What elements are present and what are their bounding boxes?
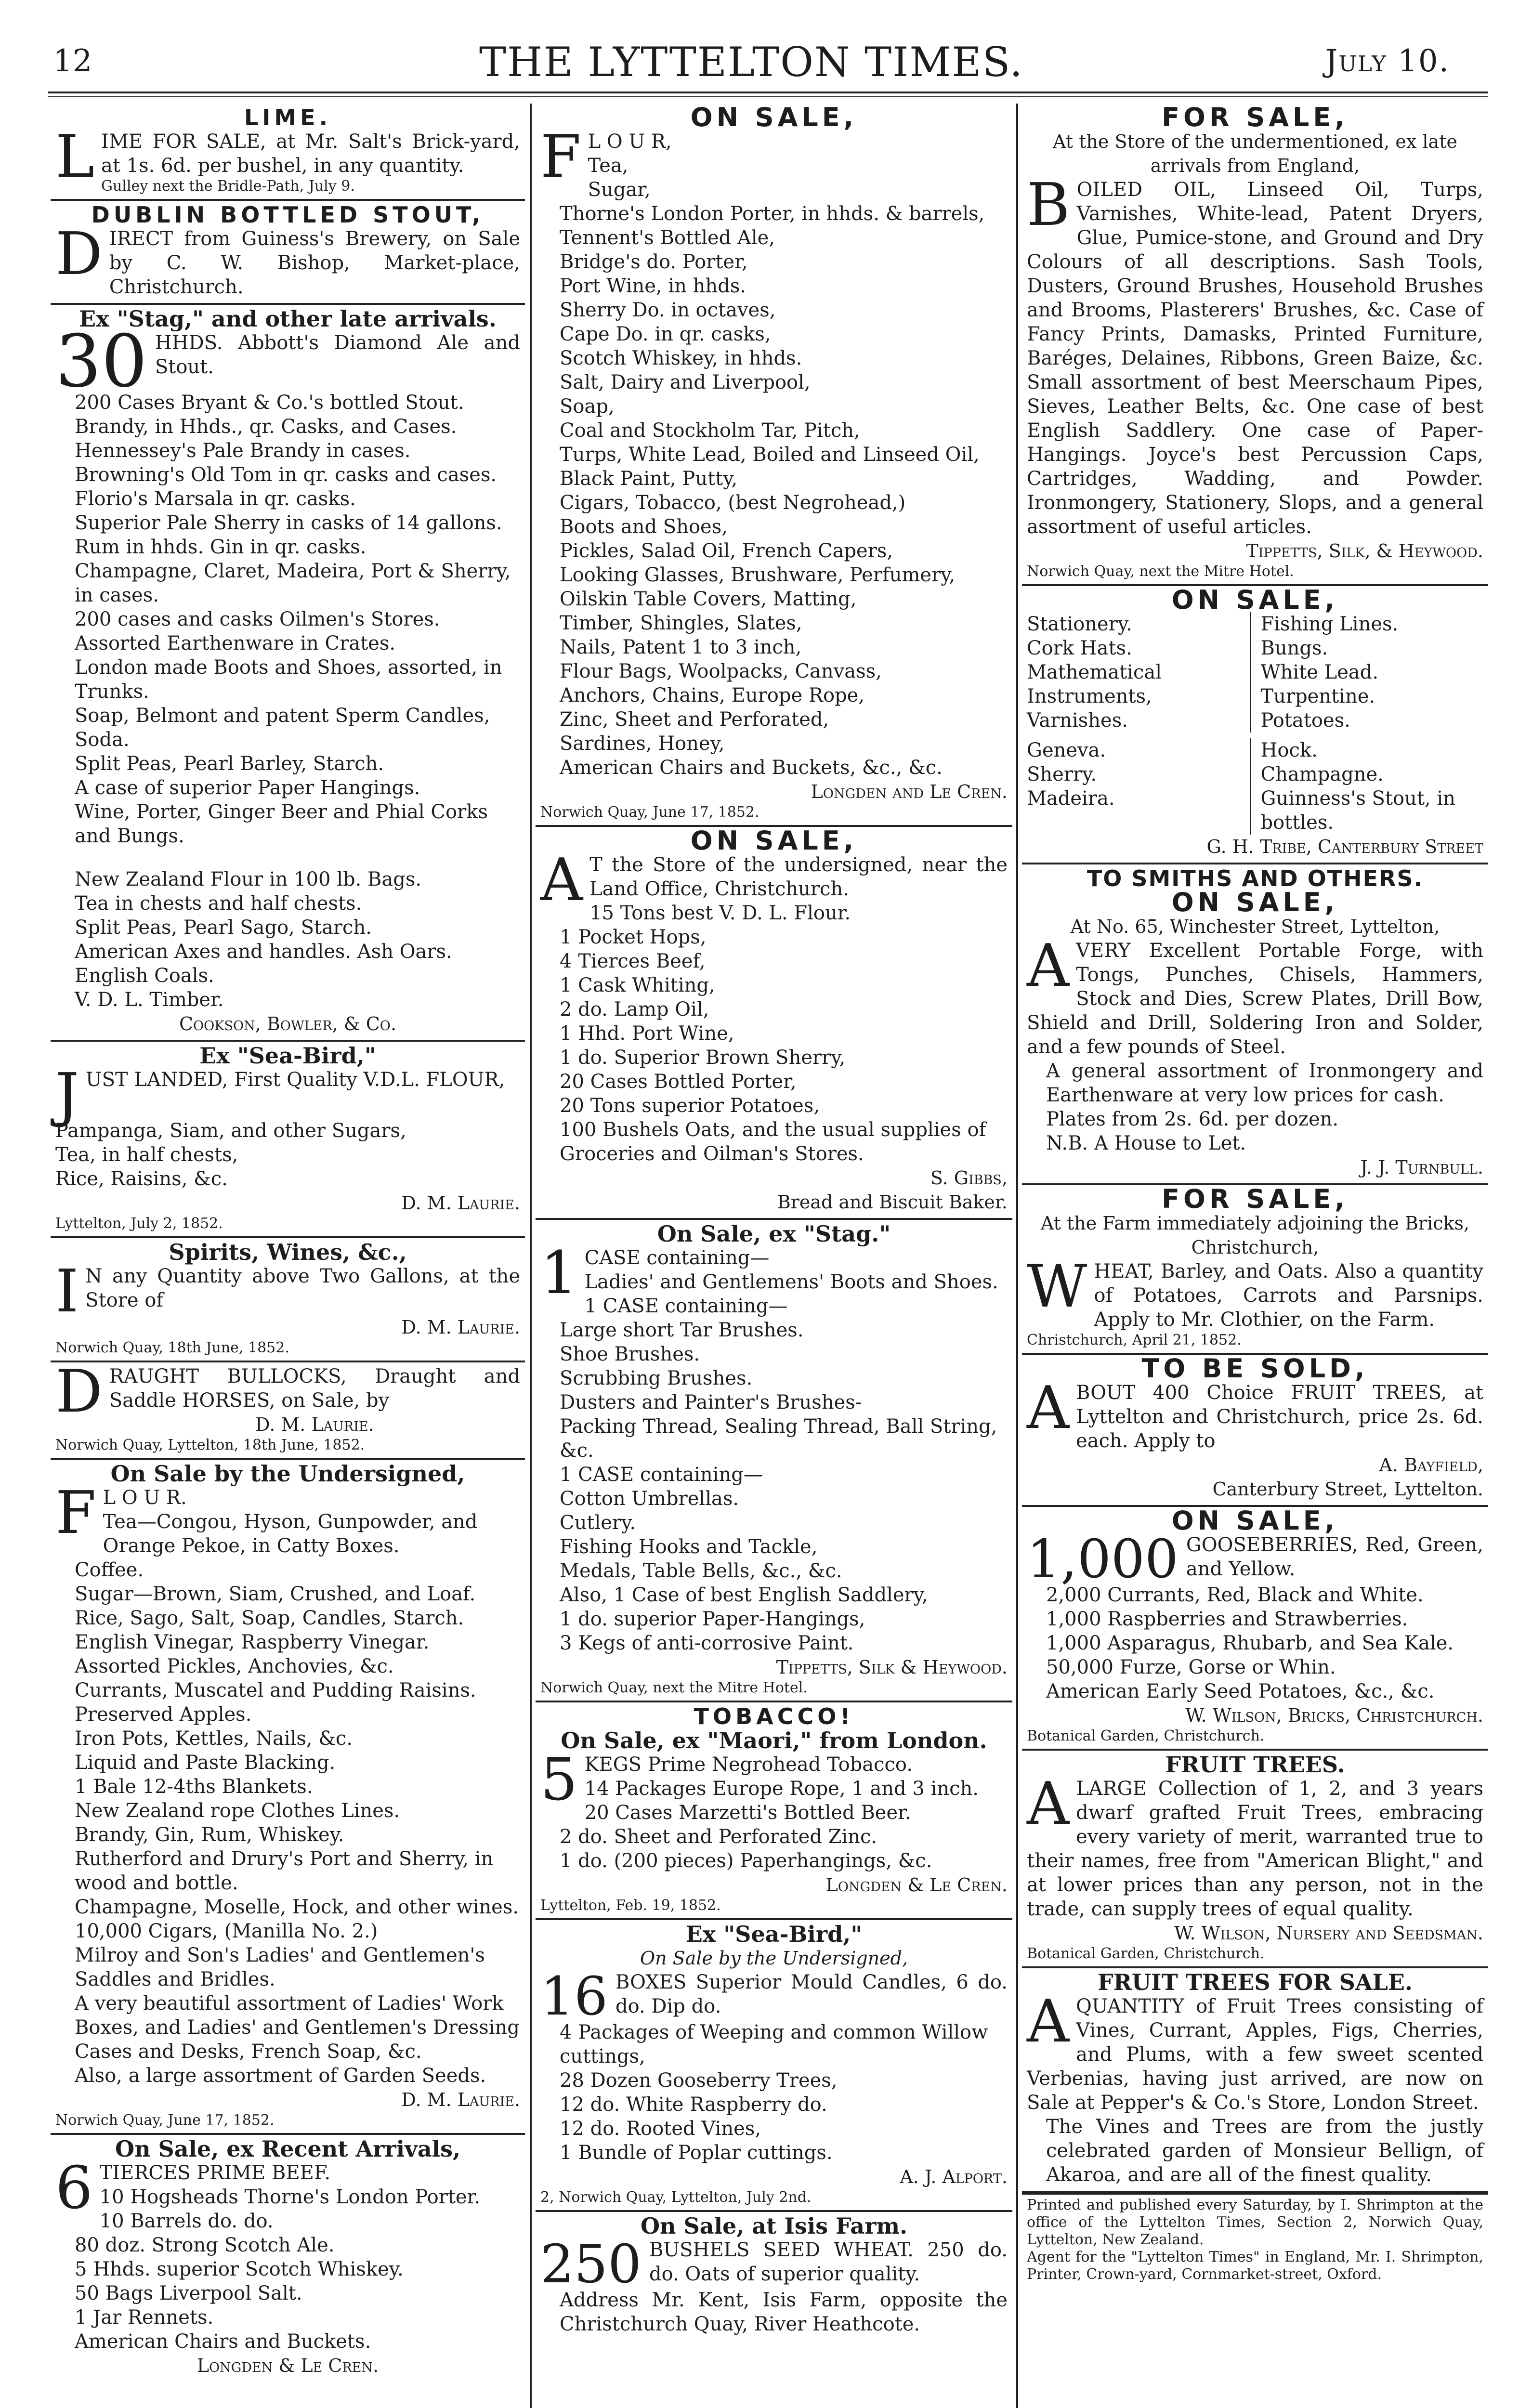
item-list — [540, 2020, 1008, 2165]
list-item: 10,000 Cigars, (Manilla No. 2.) — [75, 1920, 378, 1942]
header-rule — [48, 92, 1488, 93]
list-item: Coffee. — [75, 1559, 144, 1581]
advert-first-line: L O U R. — [103, 1487, 187, 1509]
list-item: 1 CASE containing— — [560, 1464, 763, 1486]
list-item: Boots and Shoes, — [560, 516, 728, 538]
wheat-advert — [1022, 1185, 1488, 1355]
list-item: 2 do. Sheet and Perforated Zinc. — [560, 1826, 877, 1848]
list-item: V. D. L. Timber. — [75, 989, 224, 1011]
list-item: London made Boots and Shoes, assorted, in Trunks. — [75, 656, 502, 703]
advert-heading: ON SALE, — [1171, 585, 1339, 615]
advert-text: N.B. A House to Let. — [1046, 1132, 1246, 1154]
item-list — [55, 2185, 520, 2354]
list-item: New Zealand Flour in 100 lb. Bags. — [75, 868, 422, 890]
advert-heading: On Sale, at Isis Farm. — [640, 2213, 908, 2239]
fruit-trees-sale-advert — [1022, 1968, 1488, 2193]
advert-location: Lyttelton, Feb. 19, 1852. — [540, 1897, 721, 1914]
list-item: 2 do. Lamp Oil, — [560, 998, 709, 1021]
advert-location: Norwich Quay, June 17, 1852. — [55, 2112, 275, 2129]
list-item: Soap, — [560, 395, 615, 418]
list-item: Thorne's London Porter, in hhds. & barrels, — [560, 203, 985, 225]
advert-signature: Longden & Le Cren. — [825, 1874, 1008, 1896]
list-item: Cork Hats. — [1027, 637, 1132, 659]
list-item: 15 Tons best V. D. L. Flour. — [589, 902, 851, 924]
gibbs-advert — [536, 827, 1012, 1220]
advert-heading: TO BE SOLD, — [1141, 1353, 1369, 1384]
goods-column-left — [1027, 738, 1250, 835]
advert-signature: A. J. Alport. — [900, 2166, 1008, 2187]
fruit-trees-advert — [1022, 1751, 1488, 1968]
list-item: English Vinegar, Raspberry Vinegar. — [75, 1631, 430, 1653]
advert-subheading: At the Farm immediately adjoining the Bricks, Christchurch, — [1040, 1213, 1470, 1258]
goods-column-right — [1250, 738, 1484, 835]
advert-text: IRECT from Guiness's Brewery, on Sale by C. W. Bishop, Market-place, Christchurch. — [109, 228, 520, 298]
item-list — [1027, 1583, 1483, 1703]
list-item: Rice, Sago, Salt, Soap, Candles, Starch. — [75, 1607, 464, 1629]
list-item: 1,000 Asparagus, Rhubarb, and Sea Kale. — [1046, 1632, 1454, 1654]
advert-signature-line: Canterbury Street, Lyttelton. — [1212, 1479, 1483, 1500]
list-item: Pampanga, Siam, and other Sugars, — [55, 1120, 406, 1142]
goods-grid — [1027, 612, 1483, 733]
list-item: Also, a large assortment of Garden Seeds. — [75, 2065, 486, 2087]
drop-number: 16 — [540, 1965, 608, 2027]
advert-location: Norwich Quay, 18th June, 1852. — [55, 1339, 289, 1356]
list-item: Ladies' and Gentlemens' Boots and Shoes. — [584, 1271, 998, 1293]
list-item: Fishing Hooks and Tackle, — [560, 1536, 818, 1558]
advert-heading: ON SALE, — [1171, 1505, 1339, 1536]
item-list — [540, 154, 1008, 780]
advert-subheading: On Sale by the Undersigned, — [640, 1948, 908, 1969]
advert-text: RAUGHT BULLOCKS, Draught and Saddle HORSES, on Sale, by — [109, 1365, 520, 1412]
list-item: Liquid and Paste Blacking. — [75, 1752, 336, 1774]
list-item: Port Wine, in hhds. — [560, 275, 746, 297]
drop-cap: I — [55, 1257, 79, 1325]
list-item: Iron Pots, Kettles, Nails, &c. — [75, 1727, 353, 1750]
advert-heading: Spirits, Wines, &c., — [169, 1239, 407, 1265]
list-item: Timber, Shingles, Slates, — [560, 612, 802, 634]
drop-cap: A — [540, 846, 583, 914]
advert-text: HEAT, Barley, and Oats. Also a quantity of Potatoes, Carrots and Parsnips. Apply to Mr. Clothier, on the Farm. — [1094, 1260, 1483, 1331]
list-item: Rice, Raisins, &c. — [55, 1168, 228, 1190]
advert-text: BOUT 400 Choice FRUIT TREES, at Lyttelton and Christchurch, price 2s. 6d. each. Apply to — [1076, 1382, 1483, 1452]
list-item: English Coals. — [75, 965, 214, 987]
list-item: Mathematical Instruments, — [1027, 661, 1162, 707]
advert-location: Christchurch, April 21, 1852. — [1027, 1332, 1242, 1348]
list-item: 28 Dozen Gooseberry Trees, — [560, 2069, 838, 2092]
list-item: Madeira. — [1027, 787, 1115, 810]
list-item: Anchors, Chains, Europe Rope, — [560, 684, 865, 707]
list-item: Cigars, Tobacco, (best Negrohead,) — [560, 492, 906, 514]
advert-location: Norwich Quay, Lyttelton, 18th June, 1852. — [55, 1437, 365, 1453]
advert-location: Norwich Quay, next the Mitre Hotel. — [540, 1679, 808, 1696]
list-item: Sherry. — [1027, 763, 1097, 785]
advert-signature: A. Bayfield, — [1379, 1454, 1483, 1476]
advert-first-line: GOOSEBERRIES, Red, Green, and Yellow. — [1186, 1534, 1483, 1580]
list-item: 20 Tons superior Potatoes, — [560, 1095, 820, 1117]
list-item: Tea in chests and half chests. — [75, 892, 362, 915]
list-item: 5 Hhds. superior Scotch Whiskey. — [75, 2258, 404, 2280]
list-item: Superior Pale Sherry in casks of 14 gallons. — [75, 512, 502, 534]
list-item: 10 Barrels do. do. — [99, 2210, 274, 2232]
list-item: 1 Pocket Hops, — [560, 926, 707, 948]
list-item: 1,000 Raspberries and Strawberries. — [1046, 1608, 1408, 1630]
advert-subheading: On Sale, ex "Maori," from London. — [561, 1727, 987, 1754]
advert-heading: ON SALE, — [690, 825, 858, 856]
list-item: 1 Bundle of Poplar cuttings. — [560, 2142, 833, 2164]
advert-signature: W. Wilson, Bricks, Christchurch. — [1185, 1705, 1483, 1726]
column-divider — [530, 104, 532, 2408]
list-item: A case of superior Paper Hangings. — [75, 777, 420, 799]
list-item: Champagne. — [1260, 763, 1384, 785]
drop-number: 5 — [540, 1745, 578, 1814]
tribe-advert — [1022, 586, 1488, 864]
drop-cap: D — [55, 1357, 103, 1426]
advert-signature: S. Gibbs, — [930, 1167, 1008, 1189]
list-item: 100 Bushels Oats, and the usual supplies of Groceries and Oilman's Stores. — [560, 1119, 986, 1165]
column-2 — [536, 104, 1012, 2408]
advert-subheading: At the Store of the undermentioned, ex late arrivals from England, — [1053, 131, 1457, 176]
bayfield-advert — [1022, 1355, 1488, 1507]
undersigned-advert — [51, 1460, 525, 2135]
list-item: Medals, Table Bells, &c., &c. — [560, 1560, 842, 1582]
item-list — [540, 1777, 1008, 1873]
gooseberries-advert — [1022, 1507, 1488, 1751]
drop-cap: L — [55, 122, 95, 191]
drop-number: 1,000 — [1027, 1528, 1178, 1590]
advert-preheading: TO SMITHS AND OTHERS. — [1087, 865, 1424, 891]
list-item: Sugar, — [588, 179, 651, 201]
page-header — [53, 39, 1450, 92]
list-item: Dusters and Painter's Brushes- — [560, 1391, 862, 1413]
stag-sale-advert — [536, 1220, 1012, 1702]
column-1 — [51, 104, 525, 2408]
list-item: 14 Packages Europe Rope, 1 and 3 inch. — [584, 1778, 979, 1800]
advert-signature: G. H. Tribe, Canterbury Street — [1206, 836, 1483, 857]
list-item: American Axes and handles. Ash Oars. — [75, 941, 452, 963]
advert-text: Plates from 2s. 6d. per dozen. — [1046, 1108, 1339, 1130]
advert-signature-line: Bread and Biscuit Baker. — [777, 1191, 1008, 1213]
list-item: Scrubbing Brushes. — [560, 1367, 753, 1389]
list-item: New Zealand rope Clothes Lines. — [75, 1800, 400, 1822]
list-item: Currants, Muscatel and Pudding Raisins. — [75, 1679, 476, 1701]
drop-number: 250 — [540, 2233, 642, 2295]
drop-cap: D — [55, 220, 103, 288]
list-item: Tea, — [588, 155, 629, 177]
column-divider — [1016, 104, 1018, 2408]
list-item: 1 CASE containing— — [584, 1295, 788, 1317]
list-item: American Chairs and Buckets. — [75, 2330, 371, 2353]
advert-signature: D. M. Laurie. — [401, 1192, 520, 1214]
list-item: 200 cases and casks Oilmen's Stores. — [75, 608, 440, 630]
drop-cap: A — [1027, 1769, 1070, 1838]
list-item: Florio's Marsala in qr. casks. — [75, 488, 356, 510]
advert-location: Botanical Garden, Christchurch. — [1027, 1945, 1265, 1962]
item-list — [55, 391, 520, 1012]
advert-heading: FRUIT TREES FOR SALE. — [1098, 1969, 1413, 1995]
list-item: Cotton Umbrellas. — [560, 1488, 739, 1510]
column-3 — [1022, 104, 1488, 2408]
list-item: 1 Jar Rennets. — [75, 2306, 214, 2329]
flour-advert — [536, 104, 1012, 827]
list-item: Flour Bags, Woolpacks, Canvass, — [560, 660, 882, 682]
drop-cap: W — [1027, 1252, 1087, 1321]
advert-text: A general assortment of Ironmongery and Earthenware at very low prices for cash. — [1046, 1060, 1483, 1106]
advert-text: N any Quantity above Two Gallons, at the Store of — [85, 1265, 520, 1311]
advert-first-line: KEGS Prime Negrohead Tobacco. — [584, 1754, 913, 1776]
drop-cap: F — [540, 122, 581, 191]
drop-cap: J — [55, 1060, 79, 1129]
list-item: Tennent's Bottled Ale, — [560, 227, 775, 249]
advert-text: Address Mr. Kent, Isis Farm, opposite the Christchurch Quay, River Heathcote. — [560, 2289, 1008, 2335]
drop-cap: A — [1027, 1374, 1070, 1442]
list-item: 3 Kegs of anti-corrosive Paint. — [560, 1632, 854, 1654]
advert-heading: ON SALE, — [1171, 887, 1339, 917]
smiths-advert — [1022, 864, 1488, 1185]
drop-cap: A — [1027, 931, 1070, 1000]
advert-subheading: At No. 65, Winchester Street, Lyttelton, — [1070, 916, 1440, 937]
list-item: Packing Thread, Sealing Thread, Ball String, &c. — [560, 1415, 997, 1462]
stag-advert — [51, 305, 525, 1042]
imprint — [1022, 2193, 1488, 2287]
advert-heading: Ex "Stag," and other late arrivals. — [79, 306, 497, 332]
issue-date: July 10. — [1325, 43, 1450, 79]
list-item: Assorted Earthenware in Crates. — [75, 632, 396, 654]
list-item: 12 do. Rooted Vines, — [560, 2118, 761, 2140]
list-item: American Early Seed Potatoes, &c., &c. — [1046, 1680, 1435, 1702]
drop-number: 6 — [55, 2154, 93, 2222]
advert-heading: LIME. — [244, 105, 332, 131]
list-item: Tea, in half chests, — [55, 1144, 238, 1166]
list-item: Soap, Belmont and patent Sperm Candles, Soda. — [75, 705, 490, 751]
advert-location: Norwich Quay, next the Mitre Hotel. — [1027, 563, 1294, 580]
list-item: Bungs. — [1260, 637, 1328, 659]
header-rule-thin — [48, 96, 1488, 97]
list-item: Hennessey's Pale Brandy in cases. — [75, 440, 411, 462]
list-item: Turps, White Lead, Boiled and Linseed Oil, — [560, 444, 980, 466]
list-item: Sherry Do. in octaves, — [560, 299, 776, 321]
list-item: Assorted Pickles, Anchovies, &c. — [75, 1655, 394, 1677]
goods-column-right — [1250, 612, 1484, 733]
list-item: 1 do. superior Paper-Hangings, — [560, 1608, 865, 1630]
boiled-oil-advert — [1022, 104, 1488, 586]
list-item: 10 Hogsheads Thorne's London Porter. — [99, 2186, 481, 2208]
list-item: 4 Tierces Beef, — [560, 950, 706, 972]
list-item: 4 Packages of Weeping and common Willow cuttings, — [560, 2021, 988, 2068]
imprint-text: Agent for the "Lyttelton Times" in England, Mr. I. Shrimpton, Printer, Crown-yard, Cornmarket-street, Oxford. — [1027, 2249, 1483, 2283]
list-item: 20 Cases Bottled Porter, — [560, 1071, 797, 1093]
advert-text: IME FOR SALE, at Mr. Salt's Brick-yard, at 1s. 6d. per bushel, in any quantity. — [101, 131, 520, 177]
list-item: Cape Do. in qr. casks, — [560, 323, 771, 345]
advert-text: QUANTITY of Fruit Trees consisting of Vines, Currant, Apples, Figs, Cherries, and Plums, with a few sweet scented Verbenias, having just arrived, are now on Sale at Pepper's & Co.'s Store, London Street. — [1027, 1995, 1483, 2114]
item-list — [540, 901, 1008, 1166]
list-item: Rutherford and Drury's Port and Sherry, in wood and bottle. — [75, 1848, 494, 1894]
lime-advert — [51, 104, 525, 201]
goods-column-left — [1027, 612, 1250, 733]
advert-location: Norwich Quay, June 17, 1852. — [540, 804, 759, 821]
advert-signature: J. J. Turnbull. — [1360, 1157, 1483, 1178]
advert-signature: Tippetts, Silk & Heywood. — [776, 1657, 1008, 1678]
list-item: Champagne, Claret, Madeira, Port & Sherry, in cases. — [75, 560, 511, 606]
list-item: 1 Cask Whiting, — [560, 974, 715, 996]
advert-first-line: BOXES Superior Mould Candles, 6 do. do. Dip do. — [615, 1971, 1008, 2017]
advert-heading: FOR SALE, — [1162, 104, 1349, 132]
advert-heading: FRUIT TREES. — [1165, 1752, 1345, 1778]
advert-heading: On Sale by the Undersigned, — [110, 1461, 465, 1487]
list-item: Potatoes. — [1260, 709, 1350, 732]
advert-signature: D. M. Laurie. — [255, 1414, 374, 1435]
list-item: Oilskin Table Covers, Matting, — [560, 588, 857, 610]
list-item: Wine, Porter, Ginger Beer and Phial Corks and Bungs. — [75, 801, 488, 847]
advert-signature: W. Wilson, Nursery and Seedsman. — [1174, 1923, 1483, 1944]
advert-location: Lyttelton, July 2, 1852. — [55, 1215, 223, 1232]
list-item: A very beautiful assortment of Ladies' Work Boxes, and Ladies' and Gentlemen's Dressing Cases and Desks, French Soap, &c. — [75, 1992, 520, 2063]
list-item: 12 do. White Raspberry do. — [560, 2094, 827, 2116]
list-item: 1 do. (200 pieces) Paperhangings, &c. — [560, 1850, 932, 1872]
advert-heading: DUBLIN BOTTLED STOUT, — [91, 202, 484, 228]
list-item: 50,000 Furze, Gorse or Whin. — [1046, 1656, 1336, 1678]
list-item: Tea—Congou, Hyson, Gunpowder, and Orange Pekoe, in Catty Boxes. — [103, 1511, 478, 1557]
list-item: 20 Cases Marzetti's Bottled Beer. — [584, 1802, 911, 1824]
list-item: Guinness's Stout, in bottles. — [1260, 787, 1455, 834]
drop-cap: F — [55, 1479, 96, 1547]
list-item: 1 do. Superior Brown Sherry, — [560, 1047, 846, 1069]
list-item: Cutlery. — [560, 1512, 636, 1534]
advert-heading: FOR SALE, — [1162, 1184, 1349, 1214]
list-item: Black Paint, Putty, — [560, 468, 738, 490]
advert-signature: Longden and Le Cren. — [811, 781, 1008, 802]
drop-cap: A — [1027, 1987, 1070, 2055]
advert-first-line: CASE containing— — [584, 1247, 770, 1269]
advert-signature: Cookson, Bowler, & Co. — [179, 1013, 397, 1034]
list-item: Preserved Apples. — [75, 1703, 252, 1726]
advert-text: OILED OIL, Linseed Oil, Turps, Varnishes, White-lead, Patent Dryers, Glue, Pumice-stone, and Ground and Dry Colours of all descriptions. Sash Tools, Dusters, Ground Brushes, Household Brushes and Brooms, Plasterers' Brushes, &c. Case of Fancy Prints, Damasks, Printed Furniture, Baréges, Delaines, Ribbons, Green Baize, &c. Small assortment of best Meerschaum Pipes, Sieves, Leather Belts, &c. One case of best English Saddlery. One case of Paper-Hangings. Joyce's best Percussion Caps, Cartridges, Wadding, and Powder. Ironmongery, Stationery, Slops, and a general assortment of useful articles. — [1027, 179, 1483, 538]
isis-farm-advert — [536, 2212, 1012, 2340]
advert-heading: Ex "Sea-Bird," — [199, 1043, 376, 1069]
tobacco-advert — [536, 1702, 1012, 1920]
list-item: Browning's Old Tom in qr. casks and cases. — [75, 464, 497, 486]
advert-heading: TOBACCO! — [694, 1703, 854, 1729]
advert-heading: On Sale, ex "Stag." — [657, 1221, 891, 1247]
list-item: Nails, Patent 1 to 3 inch, — [560, 636, 802, 658]
advert-first-line: HHDS. Abbott's Diamond Ale and Stout. — [155, 332, 520, 378]
seabird-advert — [51, 1042, 525, 1238]
item-list — [540, 1270, 1008, 1655]
advert-text: LARGE Collection of 1, 2, and 3 years dwarf grafted Fruit Trees, embracing every variety of merit, warranted true to their names, free from "American Blight," and at lower prices than any person, not in the trade, can supply trees of equal quality. — [1027, 1778, 1483, 1920]
list-item: Sugar—Brown, Siam, Crushed, and Loaf. — [75, 1583, 476, 1605]
recent-arrivals-advert — [51, 2135, 525, 2382]
list-item: 50 Bags Liverpool Salt. — [75, 2282, 302, 2304]
list-item: Brandy, in Hhds., qr. Casks, and Cases. — [75, 416, 457, 438]
list-item: 1 Bale 12-4ths Blankets. — [75, 1776, 313, 1798]
stout-advert — [51, 201, 525, 305]
list-item: Milroy and Son's Ladies' and Gentlemen's Saddles and Bridles. — [75, 1944, 485, 1990]
list-item: 200 Cases Bryant & Co.'s bottled Stout. — [75, 392, 464, 414]
spirits-advert — [51, 1238, 525, 1362]
newspaper-title: THE LYTTELTON TIMES. — [479, 39, 1023, 86]
list-item: Sardines, Honey, — [560, 733, 725, 755]
goods-grid — [1027, 738, 1483, 835]
list-item: Varnishes. — [1027, 709, 1128, 732]
list-item: Looking Glasses, Brushware, Perfumery, — [560, 564, 956, 586]
advert-signature: Tippetts, Silk, & Heywood. — [1246, 540, 1483, 562]
advert-first-line: BUSHELS SEED WHEAT. 250 do. do. Oats of superior quality. — [649, 2239, 1008, 2285]
list-item: Brandy, Gin, Rum, Whiskey. — [75, 1824, 344, 1846]
list-item: Hock. — [1260, 739, 1318, 761]
advert-first-line: L O U R, — [588, 131, 672, 153]
list-item: Also, 1 Case of best English Saddlery, — [560, 1584, 928, 1606]
list-item: Pickles, Salad Oil, French Capers, — [560, 540, 893, 562]
bullocks-advert — [51, 1357, 525, 1460]
advert-location: Gulley next the Bridle-Path, July 9. — [101, 178, 355, 195]
advert-location: 2, Norwich Quay, Lyttelton, July 2nd. — [540, 2189, 812, 2206]
list-item: Rum in hhds. Gin in qr. casks. — [75, 536, 367, 558]
list-item: Salt, Dairy and Liverpool, — [560, 371, 811, 393]
seabird-candles-advert — [536, 1920, 1012, 2212]
list-item: Split Peas, Pearl Sago, Starch. — [75, 916, 372, 939]
list-item: Geneva. — [1027, 739, 1106, 761]
list-item: Fishing Lines. — [1260, 613, 1399, 635]
drop-cap: B — [1027, 170, 1070, 239]
advert-heading: Ex "Sea-Bird," — [685, 1921, 863, 1947]
list-item: Shoe Brushes. — [560, 1343, 700, 1365]
list-item: Large short Tar Brushes. — [560, 1319, 804, 1341]
list-item: White Lead. — [1260, 661, 1379, 683]
imprint-text: Printed and published every Saturday, by I. Shrimpton at the office of the Lyttelton Times, Section 2, Norwich Quay, Lyttelton, New Zealand. — [1027, 2197, 1483, 2248]
advert-signature: Longden & Le Cren. — [196, 2355, 379, 2376]
page-number: 12 — [53, 43, 92, 79]
advert-text: VERY Excellent Portable Forge, with Tongs, Punches, Chisels, Hammers, Stock and Dies, Screw Plates, Drill Bow, Shield and Drill, Soldering Iron and Solder, and a few pounds of Steel. — [1027, 940, 1483, 1058]
advert-heading: On Sale, ex Recent Arrivals, — [115, 2136, 461, 2162]
list-item: 2,000 Currants, Red, Black and White. — [1046, 1584, 1424, 1606]
advert-first-line: UST LANDED, First Quality V.D.L. FLOUR, — [85, 1069, 505, 1091]
advert-location: Botanical Garden, Christchurch. — [1027, 1727, 1265, 1744]
advert-text: The Vines and Trees are from the justly celebrated garden of Monsieur Bellign, of Akaroa, and are all of the finest quality. — [1046, 2116, 1483, 2186]
advert-signature: D. M. Laurie. — [401, 1317, 520, 1338]
advert-heading: ON SALE, — [690, 104, 858, 132]
list-item: Bridge's do. Porter, — [560, 251, 748, 273]
drop-number: 30 — [55, 320, 147, 404]
list-item: 1 Hhd. Port Wine, — [560, 1022, 734, 1045]
list-item: Coal and Stockholm Tar, Pitch, — [560, 419, 860, 442]
advert-signature: D. M. Laurie. — [401, 2089, 520, 2110]
list-item: 80 doz. Strong Scotch Ale. — [75, 2234, 335, 2256]
advert-first-line: T the Store of the undersigned, near the Land Office, Christchurch. — [589, 854, 1008, 900]
drop-number: 1 — [540, 1239, 578, 1307]
list-item: Scotch Whiskey, in hhds. — [560, 347, 802, 369]
list-item: Split Peas, Pearl Barley, Starch. — [75, 753, 384, 775]
list-item: Champagne, Moselle, Hock, and other wines. — [75, 1896, 519, 1918]
list-item: Zinc, Sheet and Perforated, — [560, 708, 829, 731]
list-item: Stationery. — [1027, 613, 1132, 635]
list-item: American Chairs and Buckets, &c., &c. — [560, 757, 943, 779]
advert-first-line: TIERCES PRIME BEEF. — [99, 2162, 331, 2184]
item-list — [55, 1510, 520, 2088]
list-item: Turpentine. — [1260, 685, 1375, 707]
